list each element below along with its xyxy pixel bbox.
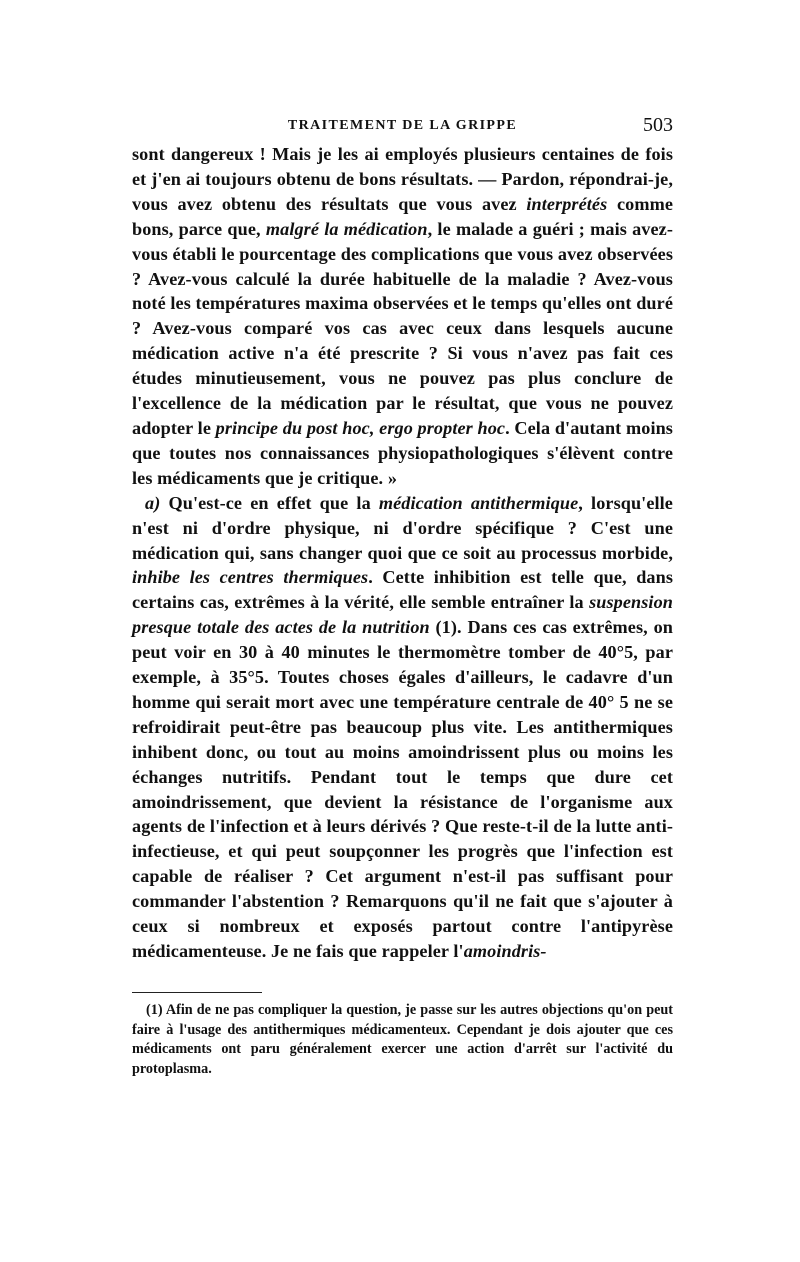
- text-run: (1). Dans ces cas extrêmes, on peut voir en 30 à 40 minutes le thermomètre tomber de 40°5, par exemple, à 35°5. Toutes choses égales d'ailleurs, le cadavre d'un homme qui serait mort avec une température centrale de 40° 5 ne se refroidirait peut-être pas beaucoup plus vite. Les antithermiques inhibent donc, ou tout au moins amoindrissent plus ou moins les échanges nutritifs. Pendant tout le temps que dure cet amoindrissement, que devient la résistance de l'organisme aux agents de l'infection et à leurs dérivés ? Que reste-t-il de la lutte anti-infectieuse, et qui peut soupçonner les progrès que l'infection est capable de réaliser ? Cet argument n'est-il pas suffisant pour commander l'abstention ? Remarquons qu'il ne fait que s'ajouter à ceux si nombreux et exposés partout contre l'antipyrèse médicamenteuse. Je ne fais que rappeler l': [132, 617, 673, 961]
- book-page: [132, 112, 673, 1079]
- text-run: sont dangereux ! Mais je les ai employés plusieurs centaines de fois et j'en ai toujours obtenu de bons résultats. — Pardon, répondrai-je, vous avez obtenu des résultats que vous avez: [132, 144, 673, 214]
- italic-text: interprétés: [526, 193, 608, 214]
- footnote: (1) Afin de ne pas compliquer la question, je passe sur les autres objections qu'on peut faire à l'usage des antithermiques médicamenteux. Cependant je dois ajouter que ces médicaments ont paru généralement exercer une action d'arrêt sur l'activité du protoplasma.: [132, 1001, 673, 1077]
- body-text: [132, 142, 673, 964]
- text-run: . Cela d'autant moins que toutes nos connaissances physiopathologiques s'élèvent contre les médicaments que je critique. »: [132, 417, 673, 488]
- text-run: Qu'est-ce en effet que la: [160, 492, 379, 513]
- running-head-title: TRAITEMENT DE LA GRIPPE: [287, 118, 518, 133]
- text-run: . Cette inhibition est telle que, dans certains cas, extrêmes à la vérité, elle semble entraîner la: [132, 567, 674, 613]
- italic-text: suspension presque totale des actes de la nutrition: [132, 592, 673, 638]
- running-head: [132, 112, 673, 142]
- text-run: , lorsqu'elle n'est ni d'ordre physique, ni d'ordre spécifique ? C'est une médication qui, sans changer quoi que ce soit au processus morbide,: [132, 492, 673, 563]
- italic-text: malgré la médication: [265, 218, 428, 239]
- italic-text: amoindris-: [463, 941, 547, 961]
- italic-text: inhibe les centres thermiques: [132, 567, 369, 588]
- footnote-separator: [132, 992, 262, 993]
- paragraph: [132, 142, 673, 491]
- italic-text: médication antithermique: [378, 492, 579, 513]
- paragraph: [132, 491, 673, 964]
- italic-text: principe du post hoc, ergo propter hoc: [215, 417, 506, 438]
- text-run: comme bons, parce que,: [132, 193, 673, 239]
- italic-text: a): [145, 492, 161, 513]
- text-run: , le malade a guéri ; mais avez-vous établi le pourcentage des complications que vous avez observées ? Avez-vous calculé la durée habituelle de la maladie ? Avez-vous noté les températures maxima observées et le temps qu'elles ont duré ? Avez-vous comparé vos cas avec ceux dans lesquels aucune médication active n'a été prescrite ? Si vous n'avez pas fait ces études minutieusement, vous ne pouvez pas plus conclure de l'excellence de la médication par le résultat, que vous ne pouvez adopter le: [132, 218, 673, 438]
- page-number: 503: [643, 114, 673, 136]
